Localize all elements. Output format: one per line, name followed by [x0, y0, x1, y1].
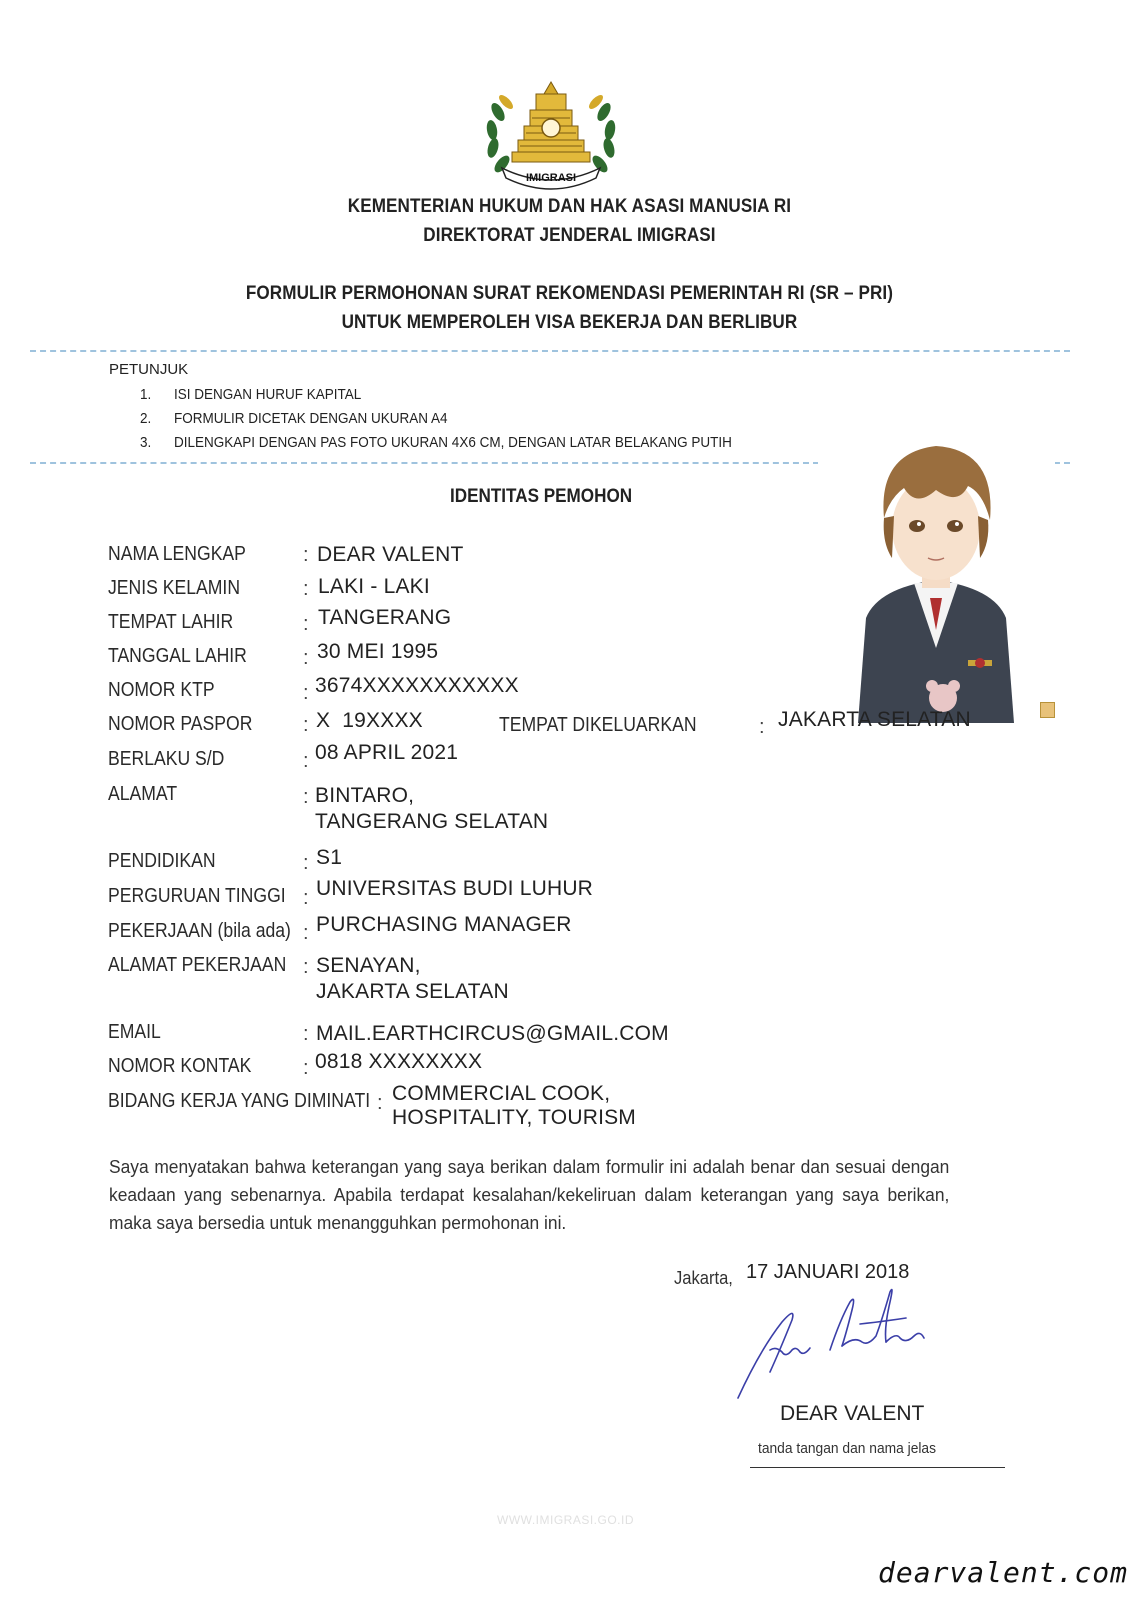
colon: :	[303, 750, 309, 772]
value-alamat-pekerjaan-line1: SENAYAN,	[316, 954, 421, 977]
instruction-number: 2.	[140, 410, 152, 427]
value-berlaku: 08 APRIL 2021	[315, 741, 459, 764]
signature-caption: tanda tangan dan nama jelas	[758, 1440, 937, 1457]
colon: :	[303, 714, 309, 736]
value-perguruan-tinggi: UNIVERSITAS BUDI LUHUR	[316, 877, 594, 900]
value-tempat-lahir: TANGERANG	[318, 606, 452, 629]
value-tempat-dikeluarkan: JAKARTA SELATAN	[778, 708, 971, 731]
signature-date: 17 JANUARI 2018	[746, 1261, 910, 1283]
colon: :	[303, 887, 309, 909]
colon: :	[303, 647, 309, 669]
instruction-number: 3.	[140, 434, 152, 451]
label-nomor-paspor: NOMOR PASPOR	[108, 713, 253, 735]
colon: :	[303, 1057, 309, 1079]
value-email: MAIL.EARTHCIRCUS@GMAIL.COM	[316, 1022, 669, 1045]
value-nomor-ktp: 3674XXXXXXXXXXX	[315, 674, 519, 697]
colon: :	[303, 956, 309, 978]
instructions-title: PETUNJUK	[109, 361, 189, 378]
colon: :	[303, 613, 309, 635]
value-bidang-line1: COMMERCIAL COOK,	[392, 1082, 611, 1105]
label-tanggal-lahir: TANGGAL LAHIR	[108, 645, 247, 667]
label-pendidikan: PENDIDIKAN	[108, 850, 216, 872]
value-alamat-pekerjaan-line2: JAKARTA SELATAN	[316, 980, 509, 1003]
label-nomor-ktp: NOMOR KTP	[108, 679, 215, 701]
value-nomor-kontak: 0818 XXXXXXXX	[315, 1050, 483, 1073]
label-nama-lengkap: NAMA LENGKAP	[108, 543, 246, 565]
label-alamat: ALAMAT	[108, 783, 178, 805]
value-bidang-line2: HOSPITALITY, TOURISM	[392, 1106, 637, 1129]
colon: :	[759, 716, 765, 738]
label-tempat-dikeluarkan: TEMPAT DIKELUARKAN	[499, 714, 697, 736]
label-berlaku: BERLAKU S/D	[108, 748, 225, 770]
colon: :	[303, 786, 309, 808]
section-title: IDENTITAS PEMOHON	[450, 486, 633, 507]
colon: :	[377, 1092, 383, 1114]
colon: :	[303, 578, 309, 600]
divider-top	[30, 350, 1070, 352]
label-bidang-kerja: BIDANG KERJA YANG DIMINATI	[108, 1090, 371, 1112]
label-pekerjaan: PEKERJAAN (bila ada)	[108, 920, 291, 942]
colon: :	[303, 544, 309, 566]
handwritten-signature	[730, 1280, 940, 1410]
value-nomor-paspor: X 19XXXX	[316, 709, 423, 732]
small-sticker-icon	[1040, 702, 1055, 718]
label-email: EMAIL	[108, 1021, 161, 1043]
value-pekerjaan: PURCHASING MANAGER	[316, 913, 572, 936]
signature-place: Jakarta,	[674, 1268, 733, 1288]
colon: :	[303, 682, 309, 704]
value-pendidikan: S1	[316, 846, 343, 869]
directorate-title: DIREKTORAT JENDERAL IMIGRASI	[423, 225, 716, 246]
form-title-line1: FORMULIR PERMOHONAN SURAT REKOMENDASI PEMERINTAH RI (SR – PRI)	[245, 283, 894, 304]
watermark: dearvalent.com	[878, 1556, 1129, 1589]
footer-url: WWW.IMIGRASI.GO.ID	[497, 1513, 634, 1527]
imigrasi-logo	[484, 72, 618, 192]
applicant-photo	[818, 398, 1055, 723]
declaration-text: Saya menyatakan bahwa keterangan yang saya berikan dalam formulir ini adalah benar dan sesuai dengan keadaan yang sebenarnya. Apabila terdapat kesalahan/kekeliruan dalam keterangan yang saya berikan, maka saya bersedia untuk menangguhkan permohonan ini.	[109, 1156, 950, 1233]
instruction-number: 1.	[140, 386, 152, 403]
instruction-text: ISI DENGAN HURUF KAPITAL	[174, 386, 362, 403]
label-tempat-lahir: TEMPAT LAHIR	[108, 611, 234, 633]
signature-line	[750, 1467, 1005, 1468]
svg-text:IMIGRASI: IMIGRASI	[525, 172, 577, 184]
value-tanggal-lahir: 30 MEI 1995	[317, 640, 439, 663]
signature-name: DEAR VALENT	[780, 1402, 925, 1425]
instruction-text: FORMULIR DICETAK DENGAN UKURAN A4	[174, 410, 448, 427]
label-nomor-kontak: NOMOR KONTAK	[108, 1055, 252, 1077]
label-alamat-pekerjaan: ALAMAT PEKERJAAN	[108, 954, 287, 976]
value-alamat-line2: TANGERANG SELATAN	[315, 810, 549, 833]
value-jenis-kelamin: LAKI - LAKI	[318, 575, 430, 598]
colon: :	[303, 922, 309, 944]
label-jenis-kelamin: JENIS KELAMIN	[108, 577, 241, 599]
form-title-line2: UNTUK MEMPEROLEH VISA BEKERJA DAN BERLIBUR	[341, 312, 798, 333]
value-nama-lengkap: DEAR VALENT	[317, 543, 464, 566]
label-perguruan-tinggi: PERGURUAN TINGGI	[108, 885, 286, 907]
value-alamat-line1: BINTARO,	[315, 784, 415, 807]
ministry-title: KEMENTERIAN HUKUM DAN HAK ASASI MANUSIA RI	[347, 196, 792, 217]
colon: :	[303, 852, 309, 874]
instruction-text: DILENGKAPI DENGAN PAS FOTO UKURAN 4X6 CM, DENGAN LATAR BELAKANG PUTIH	[174, 434, 732, 451]
colon: :	[303, 1023, 309, 1045]
